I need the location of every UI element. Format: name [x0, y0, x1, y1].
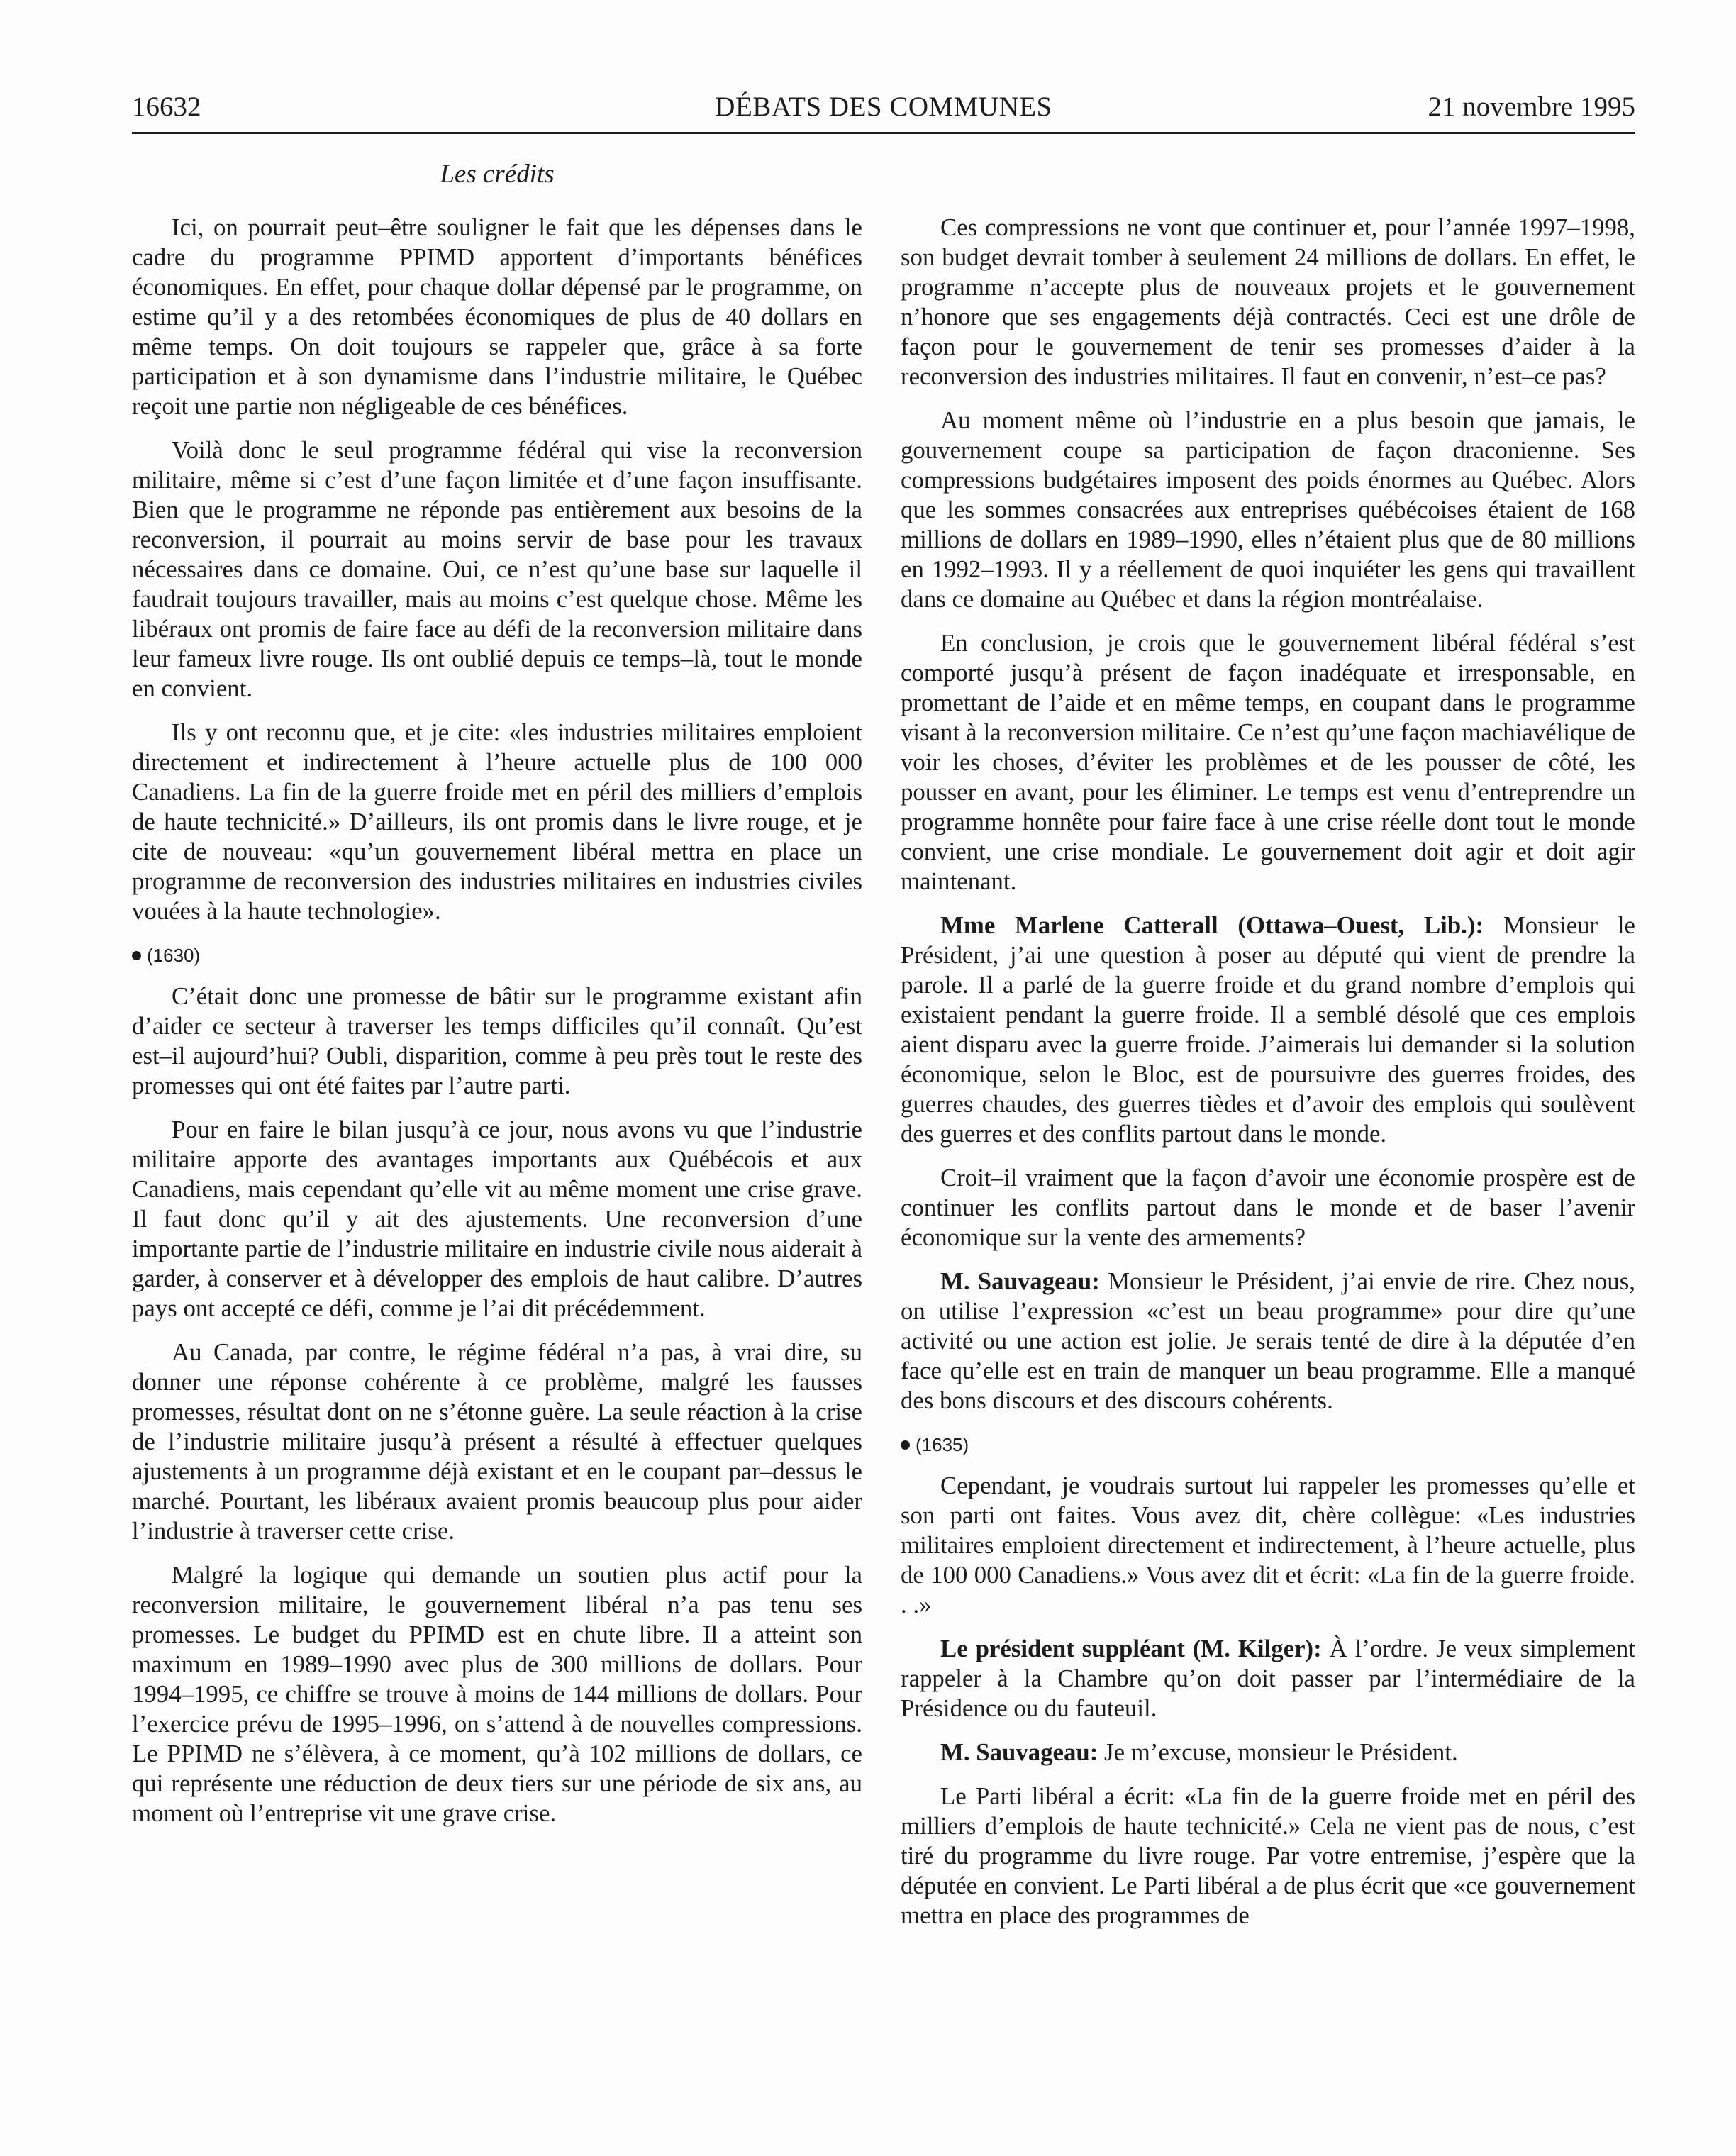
paragraph: Voilà donc le seul programme fédéral qui vise la reconversion militaire, même si c’est d’une façon limitée et d’une façon insuffisante. Bien que le programme ne réponde pas entièrement aux besoins de la reconversion, il pourrait au moins servir de base pour les travaux nécessaires dans ce domaine. Oui, ce n’est qu’une base sur laquelle il faudrait toujours travailler, mais au moins c’est quelque chose. Même les libéraux ont promis de faire face au défi de la reconversion militaire dans leur fameux livre rouge. Ils ont oublié depuis ce temps–là, tout le monde en convient.	[132, 436, 862, 702]
speaker-name: Mme Marlene Catterall (Ottawa–Ouest, Lib.):	[940, 911, 1484, 939]
paragraph: Croit–il vraiment que la façon d’avoir une économie prospère est de continuer les conflits partout dans le monde et de baser l’avenir économique sur la vente des armements?	[901, 1164, 1635, 1251]
paragraph: Cependant, je voudrais surtout lui rappeler les promesses qu’elle et son parti ont faites. Vous avez dit, chère collègue: «Les industries militaires emploient directement et indirectement, à l’heure actuelle, plus de 100 000 Canadiens.» Vous avez dit et écrit: «La fin de la guerre froide. . .»	[901, 1472, 1635, 1618]
issue-date: 21 novembre 1995	[1428, 91, 1635, 122]
speech-paragraph	[901, 1738, 1635, 1767]
left-column	[132, 213, 862, 1843]
time-marker-label: (1635)	[916, 1434, 969, 1455]
speech-text: Monsieur le Président, j’ai envie de rire. Chez nous, on utilise l’expression «c’est un beau programme» pour dire qu’une activité ou une action est jolie. Je serais tenté de dire à la députée d’en face qu’elle est en train de manquer un beau programme. Elle a manqué des bons discours et des discours cohérents.	[901, 1267, 1635, 1414]
speech-paragraph	[901, 911, 1635, 1149]
paragraph: Au moment même où l’industrie en a plus besoin que jamais, le gouvernement coupe sa participation de façon draconienne. Ses compressions budgétaires imposent des poids énormes au Québec. Alors que les sommes consacrées aux entreprises québécoises étaient de 168 millions de dollars en 1989–1990, elles n’étaient plus que de 80 millions en 1992–1993. Il y a réellement de quoi inquiéter les gens qui travaillent dans ce domaine au Québec et dans la région montréalaise.	[901, 406, 1635, 613]
bullet-icon	[132, 951, 141, 960]
paragraph: Pour en faire le bilan jusqu’à ce jour, nous avons vu que l’industrie militaire apporte des avantages importants aux Québécois et aux Canadiens, mais cependant qu’elle vit au même moment une crise grave. Il faut donc qu’il y ait des ajustements. Une reconversion d’une importante partie de l’industrie militaire en industrie civile nous aiderait à garder, à conserver et à développer des emplois de haut calibre. D’autres pays ont accepté ce défi, comme je l’ai dit précédemment.	[132, 1116, 862, 1322]
paragraph: Ces compressions ne vont que continuer et, pour l’année 1997–1998, son budget devrait tomber à seulement 24 millions de dollars. En effet, le programme n’accepte plus de nouveaux projets et le gouvernement n’honore que ses engagements déjà contractés. Ceci est une drôle de façon pour le gouvernement de tenir ses promesses d’aider à la reconversion des industries militaires. Il faut en convenir, n’est–ce pas?	[901, 213, 1635, 390]
speaker-name: M. Sauvageau:	[940, 1738, 1098, 1766]
header-rule	[132, 132, 1635, 134]
page-header	[132, 84, 1635, 130]
speech-text: À l’ordre. Je veux simplement rappeler à la Chambre qu’on doit passer par l’intermédiaire de la Présidence ou du fauteuil.	[901, 1635, 1635, 1722]
paragraph: Au Canada, par contre, le régime fédéral n’a pas, à vrai dire, su donner une réponse cohérente à ce problème, malgré les fausses promesses, résultat dont on ne s’étonne guère. La seule réaction à la crise de l’industrie militaire jusqu’à présent a résulté à effectuer quelques ajustements à un programme déjà existant et en le coupant par–dessus le marché. Pourtant, les libéraux avaient promis beaucoup plus pour aider l’industrie à traverser cette crise.	[132, 1338, 862, 1545]
page-number: 16632	[132, 91, 201, 122]
paragraph: Malgré la logique qui demande un soutien plus actif pour la reconversion militaire, le gouvernement libéral n’a pas tenu ses promesses. Le budget du PPIMD est en chute libre. Il a atteint son maximum en 1989–1990 avec plus de 300 millions de dollars. Pour 1994–1995, ce chiffre se trouve à moins de 144 millions de dollars. Pour l’exercice prévu de 1995–1996, on s’attend à de nouvelles compressions. Le PPIMD ne s’élèvera, à ce moment, qu’à 102 millions de dollars, ce qui représente une réduction de deux tiers sur une période de six ans, au moment où l’entreprise vit une grave crise.	[132, 1561, 862, 1827]
paragraph: Ils y ont reconnu que, et je cite: «les industries militaires emploient directement et indirectement à l’heure actuelle plus de 100 000 Canadiens. La fin de la guerre froide met en péril des milliers d’emplois de haute technicité.» D’ailleurs, ils ont promis dans le livre rouge, et je cite de nouveau: «qu’un gouvernement libéral mettra en place un programme de reconversion des industries militaires en industries civiles vouées à la haute technologie».	[132, 718, 862, 925]
time-marker	[901, 1430, 1635, 1460]
journal-title: DÉBATS DES COMMUNES	[715, 91, 1052, 122]
paragraph: C’était donc une promesse de bâtir sur le programme existant afin d’aider ce secteur à traverser les temps difficiles qu’il connaît. Qu’est est–il aujourd’hui? Oubli, disparition, comme à peu près tout le reste des promesses qui ont été faites par l’autre parti.	[132, 982, 862, 1099]
speaker-name: M. Sauvageau:	[940, 1267, 1100, 1295]
speech-text: Je m’excuse, monsieur le Président.	[1098, 1738, 1458, 1766]
speech-text: Monsieur le Président, j’ai une question à poser au député qui vient de prendre la parole. Il a parlé de la guerre froide et du grand nombre d’emplois qui existaient pendant la guerre froide. Il a semblé désolé que ces emplois aient disparu avec la guerre froide. J’aimerais lui demander si la solution économique, selon le Bloc, est de poursuivre des guerres froides, des guerres chaudes, des guerres tièdes et d’avoir des emplois qui soulèvent des guerres et des conflits partout dans le monde.	[901, 911, 1635, 1148]
time-marker-label: (1630)	[147, 945, 201, 966]
speech-paragraph	[901, 1267, 1635, 1416]
paragraph: En conclusion, je crois que le gouvernement libéral fédéral s’est comporté jusqu’à présent de façon inadéquate et irresponsable, en promettant de l’aide et en même temps, en coupant dans le programme visant à la reconversion militaire. Ce n’est qu’une façon machiavélique de voir les choses, d’éviter les problèmes et de les pousser de côté, les pousser en avant, pour les éliminer. Le temps est venu d’entreprendre un programme honnête pour faire face à une crise réelle dont tout le monde convient, une crise mondiale. Le gouvernement doit agir et doit agir maintenant.	[901, 629, 1635, 895]
paragraph: Ici, on pourrait peut–être souligner le fait que les dépenses dans le cadre du programme PPIMD apportent d’importants bénéfices économiques. En effet, pour chaque dollar dépensé par le programme, on estime qu’il y a des retombées économiques de plus de 40 dollars en même temps. On doit toujours se rappeler que, grâce à sa forte participation et à son dynamisme dans l’industrie militaire, le Québec reçoit une partie non négligeable de ces bénéfices.	[132, 213, 862, 420]
speaker-name: Le président suppléant (M. Kilger):	[940, 1635, 1322, 1662]
right-column	[901, 213, 1635, 1945]
section-heading: Les crédits	[440, 160, 555, 189]
speech-paragraph	[901, 1634, 1635, 1723]
paragraph: Le Parti libéral a écrit: «La fin de la guerre froide met en péril des milliers d’emplois de haute technicité.» Cela ne vient pas de nous, c’est tiré du programme du livre rouge. Par votre entremise, j’espère que la députée en convient. Le Parti libéral a de plus écrit que «ce gouvernement mettra en place des programmes de	[901, 1782, 1635, 1929]
bullet-icon	[901, 1440, 910, 1450]
time-marker	[132, 940, 862, 970]
